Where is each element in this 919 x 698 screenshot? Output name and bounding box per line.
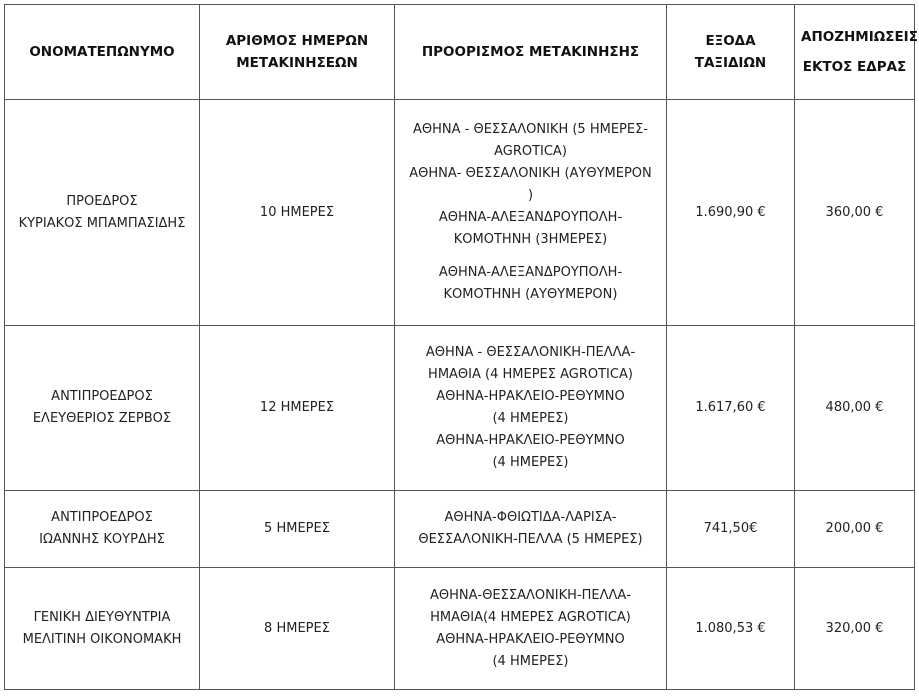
travel-expenses-table (4, 4, 918, 690)
days-cell: 8 ΗΜΕΡΕΣ (200, 568, 395, 690)
table-row (5, 491, 915, 568)
table-row (5, 568, 915, 690)
expenses-cell: 1.690,90 € (667, 100, 795, 326)
destination-cell: ΑΘΗΝΑ - ΘΕΣΣΑΛΟΝΙΚΗ-ΠΕΛΛΑ- ΗΜΑΘΙΑ (4 ΗΜΕΡΕΣ AGROTICA) ΑΘΗΝΑ-ΗΡΑΚΛΕΙΟ-ΡΕΘΥΜΝΟ (4 ΗΜΕΡΕΣ) ΑΘΗΝΑ-ΗΡΑΚΛΕΙΟ-ΡΕΘΥΜΝΟ (4 ΗΜΕΡΕΣ) (395, 326, 667, 491)
header-name: ΟΝΟΜΑΤΕΠΩΝΥΜΟ (5, 5, 200, 100)
expenses-cell: 741,50€ (667, 491, 795, 568)
allowance-cell: 320,00 € (795, 568, 915, 690)
header-expenses: ΕΞΟΔΑ ΤΑΞΙΔΙΩΝ (667, 5, 795, 100)
header-destination: ΠΡΟΟΡΙΣΜΟΣ ΜΕΤΑΚΙΝΗΣΗΣ (395, 5, 667, 100)
expenses-cell: 1.617,60 € (667, 326, 795, 491)
destination-cell: ΑΘΗΝΑ-ΦΘΙΩΤΙΔΑ-ΛΑΡΙΣΑ- ΘΕΣΣΑΛΟΝΙΚΗ-ΠΕΛΛΑ (5 ΗΜΕΡΕΣ) (395, 491, 667, 568)
days-cell: 10 ΗΜΕΡΕΣ (200, 100, 395, 326)
name-cell: ΑΝΤΙΠΡΟΕΔΡΟΣ ΕΛΕΥΘΕΡΙΟΣ ΖΕΡΒΟΣ (5, 326, 200, 491)
allowance-cell: 480,00 € (795, 326, 915, 491)
table-row (5, 326, 915, 491)
header-allowance: ΑΠΟΖΗΜΙΩΣΕΙΣ ΕΚΤΟΣ ΕΔΡΑΣ (795, 5, 915, 100)
name-cell: ΠΡΟΕΔΡΟΣ ΚΥΡΙΑΚΟΣ ΜΠΑΜΠΑΣΙΔΗΣ (5, 100, 200, 326)
name-cell: ΓΕΝΙΚΗ ΔΙΕΥΘΥΝΤΡΙΑ ΜΕΛΙΤΙΝΗ ΟΙΚΟΝΟΜΑΚΗ (5, 568, 200, 690)
days-cell: 5 ΗΜΕΡΕΣ (200, 491, 395, 568)
destination-cell: ΑΘΗΝΑ-ΘΕΣΣΑΛΟΝΙΚΗ-ΠΕΛΛΑ- ΗΜΑΘΙΑ(4 ΗΜΕΡΕΣ AGROTICA) ΑΘΗΝΑ-ΗΡΑΚΛΕΙΟ-ΡΕΘΥΜΝΟ (4 ΗΜΕΡΕΣ) (395, 568, 667, 690)
expenses-cell: 1.080,53 € (667, 568, 795, 690)
header-row (5, 5, 915, 100)
allowance-cell: 360,00 € (795, 100, 915, 326)
allowance-cell: 200,00 € (795, 491, 915, 568)
name-cell: ΑΝΤΙΠΡΟΕΔΡΟΣ ΙΩΑΝΝΗΣ ΚΟΥΡΔΗΣ (5, 491, 200, 568)
table-row (5, 100, 915, 326)
days-cell: 12 ΗΜΕΡΕΣ (200, 326, 395, 491)
destination-cell: ΑΘΗΝΑ - ΘΕΣΣΑΛΟΝΙΚΗ (5 ΗΜΕΡΕΣ- AGROTICA) ΑΘΗΝΑ- ΘΕΣΣΑΛΟΝΙΚΗ (ΑΥΘΥΜΕΡΟΝ ) ΑΘΗΝΑ-ΑΛΕΞΑΝΔΡΟΥΠΟΛΗ- ΚΟΜΟΤΗΝΗ (3ΗΜΕΡΕΣ) ΑΘΗΝΑ-ΑΛΕΞΑΝΔΡΟΥΠΟΛΗ- ΚΟΜΟΤΗΝΗ (ΑΥΘΥΜΕΡΟΝ) (395, 100, 667, 326)
header-days: ΑΡΙΘΜΟΣ ΗΜΕΡΩΝ ΜΕΤΑΚΙΝΗΣΕΩΝ (200, 5, 395, 100)
